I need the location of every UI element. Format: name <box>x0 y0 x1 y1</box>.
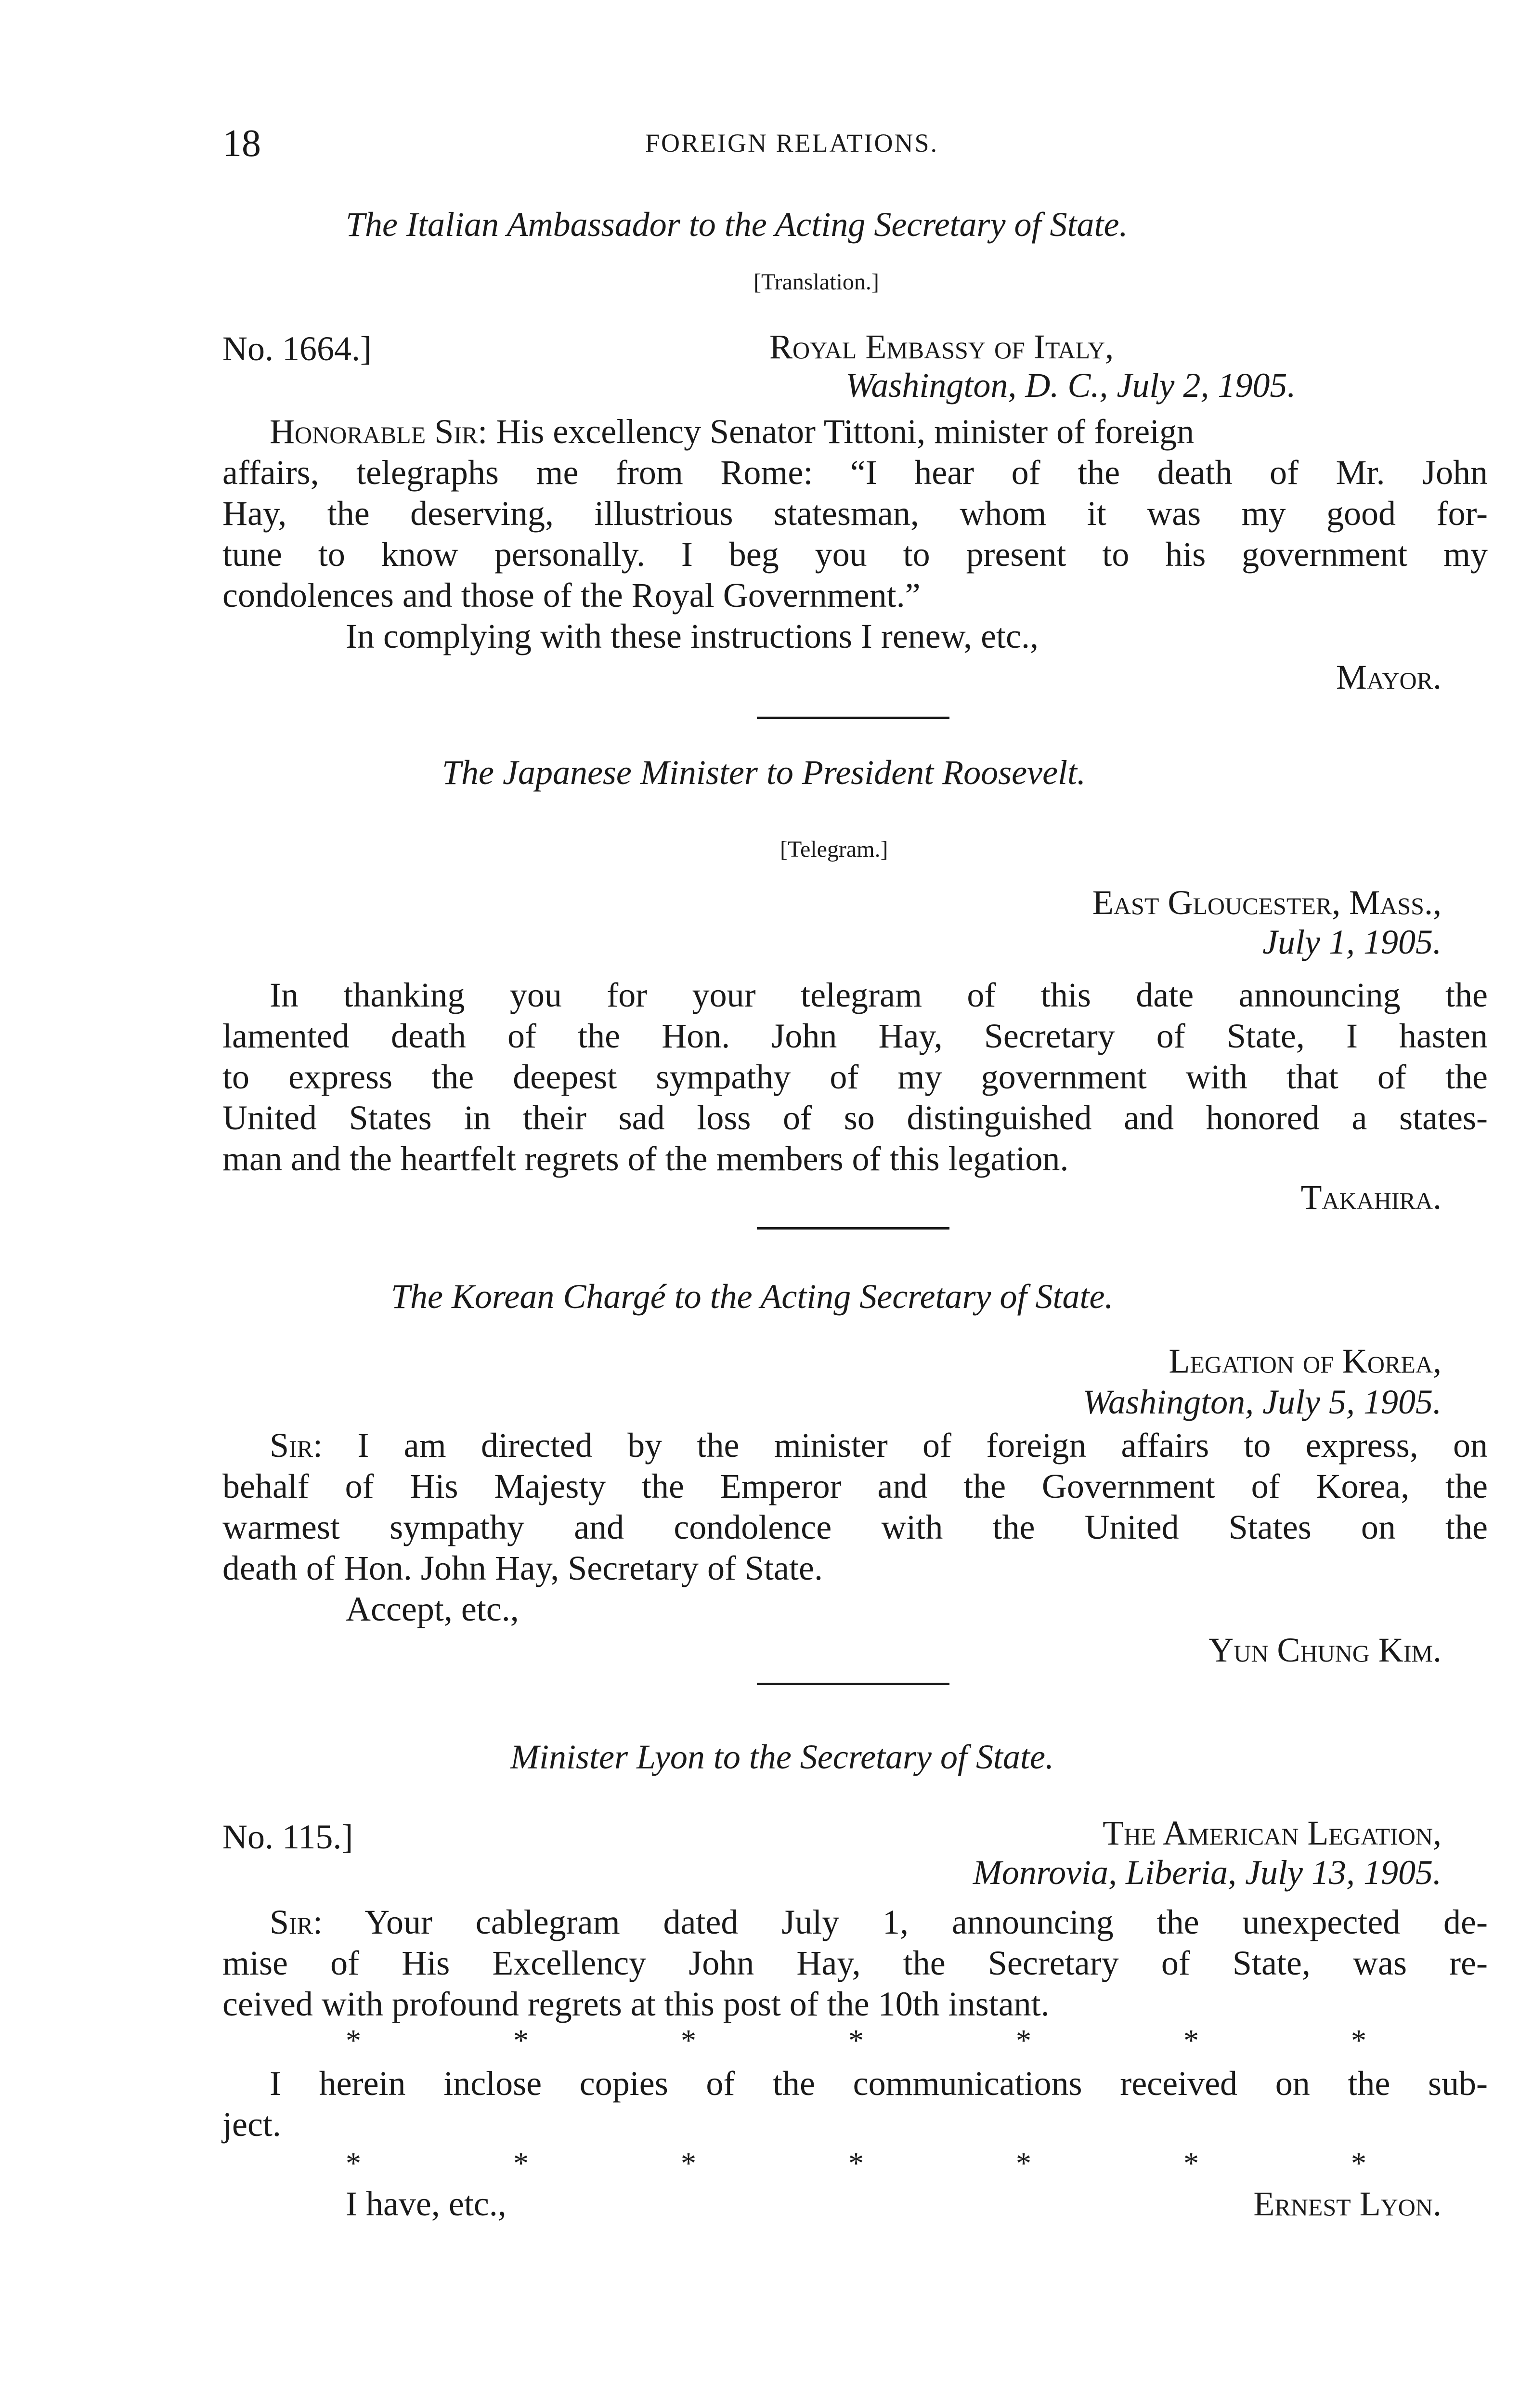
star-mark: * <box>681 2146 696 2180</box>
liberia-heading: Minister Lyon to the Secretary of State. <box>510 1738 1054 1776</box>
star-mark: * <box>346 2023 361 2057</box>
italy-para-line-2: affairs, telegraphs me from Rome: “I hear of the death of Mr. John <box>222 453 1488 492</box>
italy-doc-number: No. 1664.] <box>222 329 372 368</box>
ellipsis-stars-row <box>346 2023 1366 2058</box>
italy-para-line-3: Hay, the deserving, illustrious statesman, whom it was my good for- <box>222 494 1488 533</box>
page-number: 18 <box>222 122 261 165</box>
section-divider <box>757 1683 949 1685</box>
star-mark: * <box>1351 2146 1366 2180</box>
japan-note: [Telegram.] <box>780 837 888 862</box>
korea-dateline: Washington, July 5, 1905. <box>1082 1383 1442 1421</box>
japan-para-line-2: lamented death of the Hon. John Hay, Secretary of State, I hasten <box>222 1017 1488 1055</box>
star-mark: * <box>1016 2146 1031 2180</box>
liberia-place: The American Legation, <box>1103 1814 1442 1852</box>
korea-para-line-3: warmest sympathy and condolence with the United States on the <box>222 1508 1488 1546</box>
liberia-line-1-text: Your cablegram dated July 1, announcing the unexpected de- <box>323 1903 1488 1941</box>
japan-para-line-4: United States in their sad loss of so distinguished and honored a states- <box>222 1099 1488 1137</box>
japan-para-line-1: In thanking you for your telegram of this date announcing the <box>270 976 1488 1014</box>
korea-para-line-2: behalf of His Majesty the Emperor and the Government of Korea, the <box>222 1467 1488 1505</box>
star-mark: * <box>1016 2023 1031 2057</box>
star-mark: * <box>513 2146 529 2180</box>
liberia-para-line-1 <box>270 1905 1488 1939</box>
italy-para-line-1 <box>270 414 1488 449</box>
star-mark: * <box>848 2023 864 2057</box>
star-mark: * <box>1183 2146 1199 2180</box>
liberia-dateline: Monrovia, Liberia, July 13, 1905. <box>973 1853 1442 1892</box>
italy-dateline: Washington, D. C., July 2, 1905. <box>845 366 1296 405</box>
italy-salutation: Honorable Sir: <box>270 412 488 451</box>
star-mark: * <box>848 2146 864 2180</box>
korea-closing: Accept, etc., <box>346 1590 519 1628</box>
running-head: FOREIGN RELATIONS. <box>645 129 939 157</box>
japan-dateline: July 1, 1905. <box>1262 923 1442 961</box>
korea-heading: The Korean Chargé to the Acting Secretary of State. <box>391 1277 1114 1316</box>
star-mark: * <box>1183 2023 1199 2057</box>
korea-line-1-text: I am directed by the minister of foreign affairs to express, on <box>323 1426 1488 1465</box>
korea-place: Legation of Korea, <box>1169 1342 1442 1380</box>
star-mark: * <box>1351 2023 1366 2057</box>
star-mark: * <box>513 2023 529 2057</box>
liberia-para-line-2: mise of His Excellency John Hay, the Secretary of State, was re- <box>222 1944 1488 1982</box>
japan-para-line-5: man and the heartfelt regrets of the members of this legation. <box>222 1139 1069 1178</box>
italy-para-line-4: tune to know personally. I beg you to present to his government my <box>222 535 1488 574</box>
liberia-doc-number: No. 115.] <box>222 1818 353 1856</box>
italy-place: Royal Embassy of Italy, <box>769 327 1114 366</box>
liberia-para2-line-1: I herein inclose copies of the communications received on the sub- <box>270 2064 1488 2103</box>
liberia-para-line-3: ceived with profound regrets at this post of the 10th instant. <box>222 1985 1050 2023</box>
liberia-signature: Ernest Lyon. <box>1253 2185 1442 2223</box>
italy-closing: In complying with these instructions I renew, etc., <box>346 617 1039 655</box>
liberia-para2-line-2: ject. <box>222 2105 281 2144</box>
italy-heading: The Italian Ambassador to the Acting Secretary of State. <box>346 205 1128 244</box>
korea-salutation: Sir: <box>270 1426 323 1465</box>
korea-signature: Yun Chung Kim. <box>1208 1631 1442 1669</box>
liberia-salutation: Sir: <box>270 1903 323 1941</box>
ellipsis-stars-row <box>346 2146 1366 2181</box>
korea-para-line-4: death of Hon. John Hay, Secretary of State. <box>222 1549 823 1587</box>
italy-para-line-5: condolences and those of the Royal Government.” <box>222 576 921 615</box>
star-mark: * <box>346 2146 361 2180</box>
section-divider <box>757 717 949 719</box>
star-mark: * <box>681 2023 696 2057</box>
japan-place: East Gloucester, Mass., <box>1092 883 1442 922</box>
japan-heading: The Japanese Minister to President Roosevelt. <box>442 753 1086 792</box>
japan-signature: Takahira. <box>1300 1178 1442 1217</box>
italy-note: [Translation.] <box>754 269 879 295</box>
italy-line-1-text: His excellency Senator Tittoni, minister of foreign <box>487 412 1195 451</box>
liberia-closing: I have, etc., <box>346 2185 507 2223</box>
japan-para-line-3: to express the deepest sympathy of my government with that of the <box>222 1058 1488 1096</box>
section-divider <box>757 1227 949 1230</box>
korea-para-line-1 <box>270 1428 1488 1463</box>
italy-signature: Mayor. <box>1336 658 1442 696</box>
